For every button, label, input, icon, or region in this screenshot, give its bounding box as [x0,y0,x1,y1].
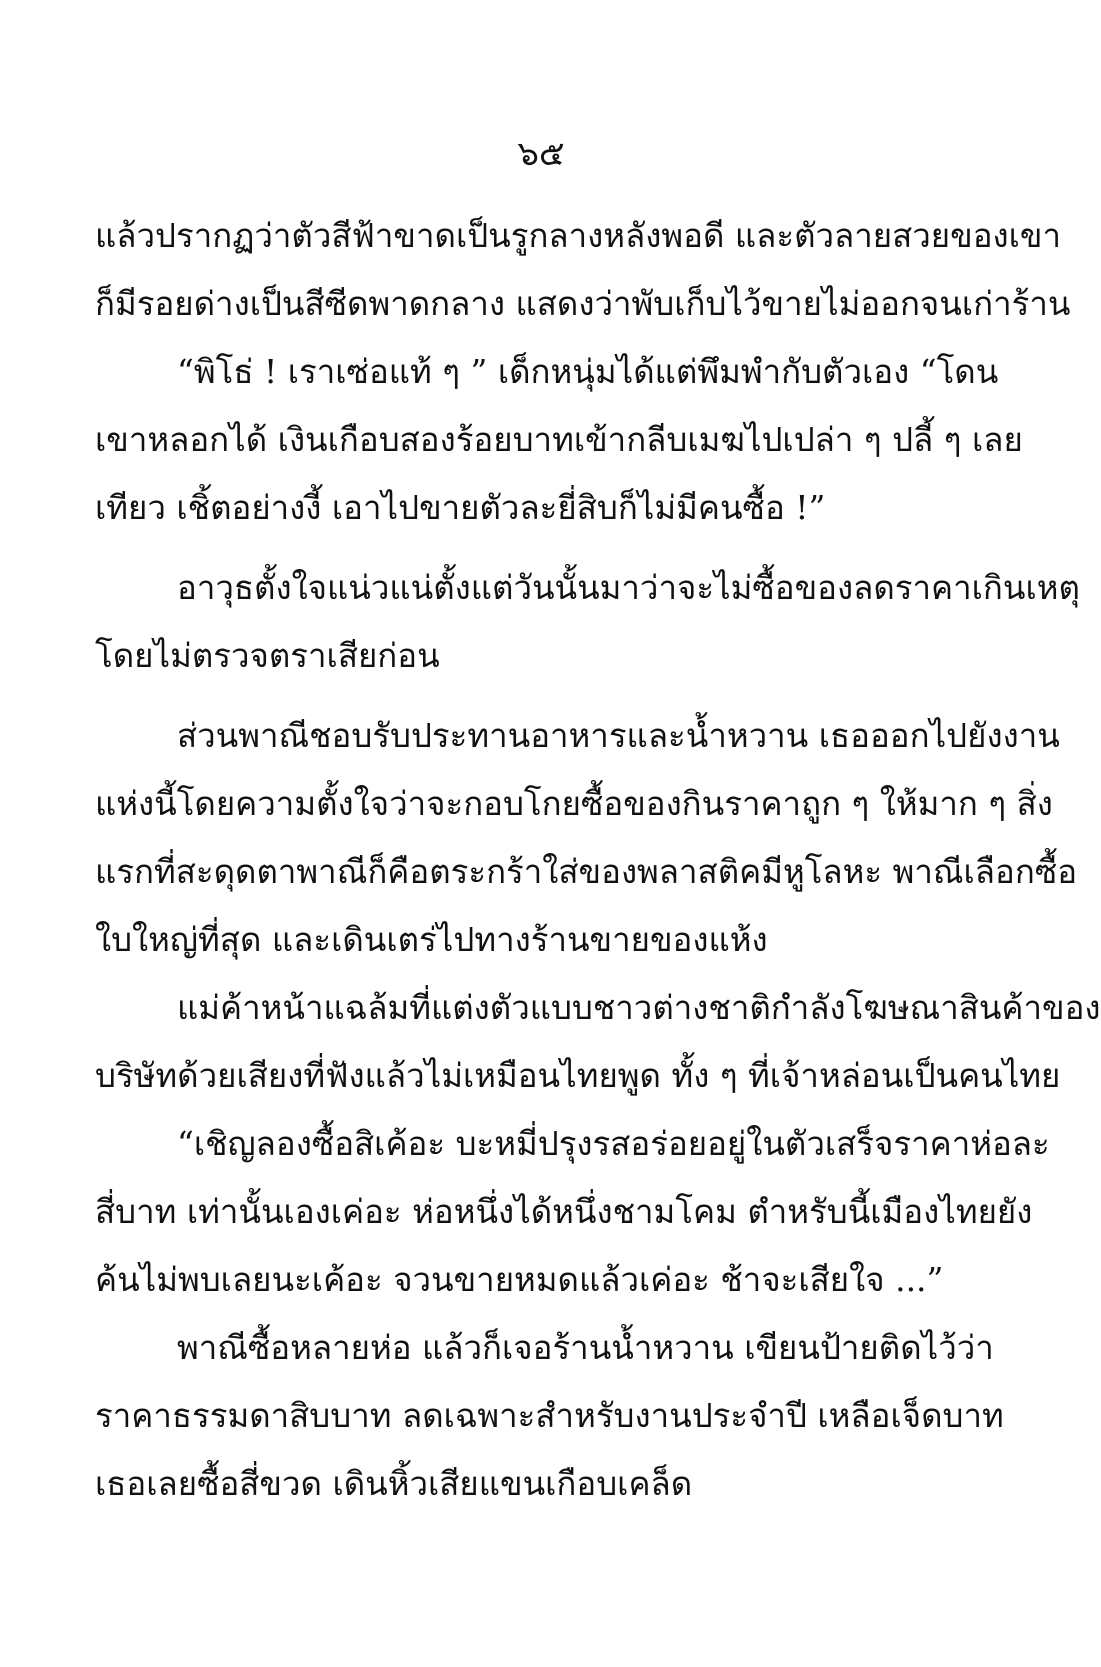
text-line: ค้นไม่พบเลยนะเค้อะ จวนขายหมดแล้วเค่อะ ช้าจะเสียใจ ...” [95,1260,944,1299]
text-line: ส่วนพาณีชอบรับประทานอาหารและน้ำหวาน เธอออกไปยังงาน [177,716,1060,755]
text-line: ใบใหญ่ที่สุด และเดินเตร่ไปทางร้านขายของแห้ง [95,920,768,959]
text-line: บริษัทด้วยเสียงที่ฟังแล้วไม่เหมือนไทยพูด ทั้ง ๆ ที่เจ้าหล่อนเป็นคนไทย [95,1056,1061,1095]
text-line: แล้วปรากฏว่าตัวสีฟ้าขาดเป็นรูกลางหลังพอดี และตัวลายสวยของเขา [95,216,1062,255]
text-line: เขาหลอกได้ เงินเกือบสองร้อยบาทเข้ากลีบเมฆไปเปล่า ๆ ปลี้ ๆ เลย [95,420,1023,459]
text-line: พาณีซื้อหลายห่อ แล้วก็เจอร้านน้ำหวาน เขียนป้ายติดไว้ว่า [177,1328,994,1367]
text-line: แห่งนี้โดยความตั้งใจว่าจะกอบโกยซื้อของกินราคาถูก ๆ ให้มาก ๆ สิ่ง [95,784,1053,823]
text-line: ก็มีรอยด่างเป็นสีซีดพาดกลาง แสดงว่าพับเก็บไว้ขายไม่ออกจนเก่าร้าน [95,284,1071,323]
text-line: เธอเลยซื้อสี่ขวด เดินหิ้วเสียแขนเกือบเคล็ด [95,1464,693,1503]
text-line: สี่บาท เท่านั้นเองเค่อะ ห่อหนึ่งได้หนึ่งชามโคม ตำหรับนี้เมืองไทยยัง [95,1192,1033,1231]
text-line: เทียว เชิ้ตอย่างงี้ เอาไปขายตัวละยี่สิบก็ไม่มีคนซื้อ !” [95,488,826,527]
text-line: แรกที่สะดุดตาพาณีก็คือตระกร้าใส่ของพลาสติคมีหูโลหะ พาณีเลือกซื้อ [95,852,1078,891]
text-line: “พิโธ่ ! เราเซ่อแท้ ๆ ” เด็กหนุ่มได้แต่พึมพำกับตัวเอง “โดน [177,352,999,391]
page-number: ๖๕ [517,134,565,174]
text-line: ราคาธรรมดาสิบบาท ลดเฉพาะสำหรับงานประจำปี เหลือเจ็ดบาท [95,1396,1004,1435]
text-line: โดยไม่ตรวจตราเสียก่อน [95,636,440,675]
text-line: “เชิญลองซื้อสิเค้อะ บะหมี่ปรุงรสอร่อยอยู่ในตัวเสร็จราคาห่อละ [177,1124,1050,1163]
body-text [95,202,1101,1518]
text-line: อาวุธตั้งใจแน่วแน่ตั้งแต่วันนั้นมาว่าจะไม่ซื้อของลดราคาเกินเหตุ [177,568,1080,607]
text-line: แม่ค้าหน้าแฉล้มที่แต่งตัวแบบชาวต่างชาติกำลังโฆษณาสินค้าของ [177,988,1101,1027]
